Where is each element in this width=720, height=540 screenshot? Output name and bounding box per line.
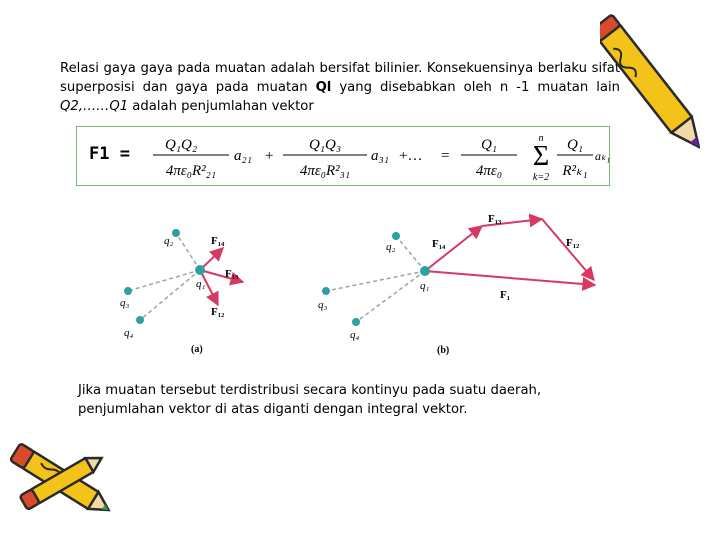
sum-lower-limit: k=2 <box>532 172 550 183</box>
term1-vector: a₂₁ <box>234 148 252 164</box>
plus-sign: + <box>265 148 274 164</box>
label-F13: F₁₃ <box>225 268 239 280</box>
term3-denominator: 4πε₀ <box>475 163 503 179</box>
charge-q2 <box>392 232 400 240</box>
charge-q3 <box>124 287 132 295</box>
label-q2: q₂ <box>386 241 396 253</box>
charge-q1 <box>420 266 430 276</box>
charge-q1 <box>195 265 205 275</box>
sigma-icon: Σ <box>532 141 550 172</box>
label-q1: q₁ <box>420 280 430 292</box>
formula-label: F1 = <box>89 144 130 164</box>
intro-italic-charges: Q2,……Q1 <box>60 99 129 114</box>
pencil-icon <box>0 430 120 535</box>
arrow-F1 <box>425 271 595 285</box>
label-F14: F₁₄ <box>432 238 446 250</box>
label-q4: q₄ <box>124 327 134 339</box>
intro-text-2: yang disebabkan oleh n -1 muatan lain <box>331 80 620 95</box>
term2-extra: +… <box>399 148 423 164</box>
intro-bold-charge: Ql <box>315 80 332 95</box>
label-q3: q₃ <box>318 299 328 311</box>
charge-q4 <box>136 316 144 324</box>
arrow-F12 <box>542 219 594 280</box>
pencil-icon <box>600 4 700 169</box>
term2-denominator: 4πε₀R²₃₁ <box>299 163 351 179</box>
caption-b: (b) <box>437 345 450 356</box>
dashed-line-q4 <box>140 270 200 320</box>
intro-text-1: Relasi gaya gaya pada muatan adalah bersifat bilinier. Konsekuensinya berlaku sifat superposisi dan gaya pada muatan <box>60 61 620 95</box>
dashed-line-q3 <box>326 271 425 291</box>
closing-paragraph: Jika muatan tersebut terdistribusi secara kontinyu pada suatu daerah, penjumlahan vektor di atas diganti dengan integral vektor. <box>78 383 542 417</box>
term4-numerator: Q₁ <box>566 137 584 153</box>
term1-numerator: Q₁Q₂ <box>164 137 198 153</box>
dashed-line-q2 <box>396 236 425 271</box>
equals-sign: = <box>441 148 450 164</box>
caption-a: (a) <box>191 344 203 355</box>
diagram-panel-a <box>120 229 243 355</box>
term4-denominator: R²ₖ₁ <box>562 163 588 179</box>
label-q1: q₁ <box>196 278 206 290</box>
dashed-line-q2 <box>176 233 200 270</box>
term2-vector: a₃₁ <box>371 148 389 164</box>
term3-numerator: Q₁ <box>480 137 498 153</box>
label-q2: q₂ <box>164 235 174 247</box>
term4-vector: aₖ₁ <box>595 149 611 163</box>
charge-q3 <box>322 287 330 295</box>
label-q3: q₃ <box>120 297 130 309</box>
label-q4: q₄ <box>350 329 360 341</box>
label-F12: F₁₂ <box>211 306 225 318</box>
label-F14: F₁₄ <box>211 235 225 247</box>
charge-q4 <box>352 318 360 326</box>
intro-text-3: adalah penjumlahan vektor <box>128 99 314 114</box>
label-F13: F₁₃ <box>488 213 502 225</box>
label-F1: F₁ <box>500 289 511 301</box>
diagram-panel-b <box>318 213 595 356</box>
sum-upper-limit: n <box>538 133 544 144</box>
label-F12: F₁₂ <box>566 237 580 249</box>
dashed-line-q3 <box>128 270 200 291</box>
term1-denominator: 4πε₀R²₂₁ <box>165 163 217 179</box>
term2-numerator: Q₁Q₃ <box>308 137 342 153</box>
